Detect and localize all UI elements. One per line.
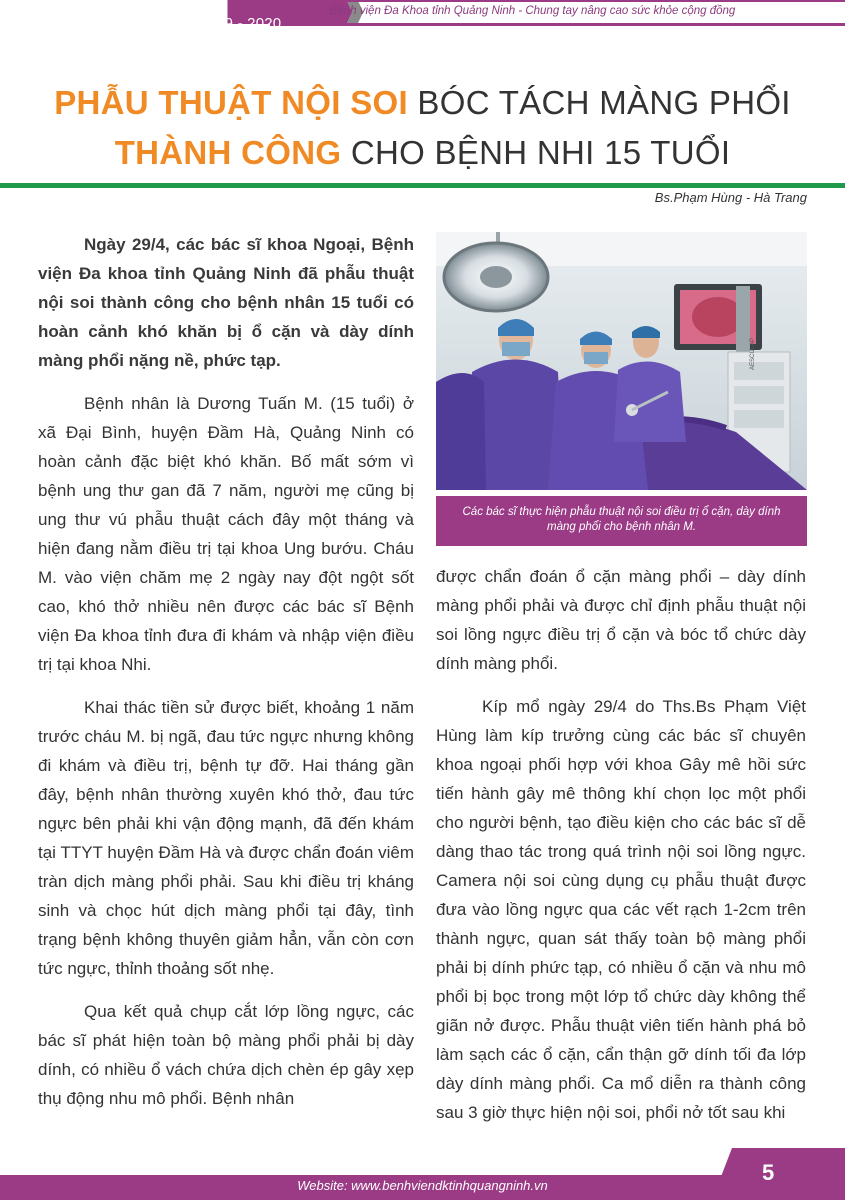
title-rest-2: CHO BỆNH NHI 15 TUỔI [341, 134, 731, 171]
surgery-photo-illustration [436, 232, 807, 490]
paragraph-1: Bệnh nhân là Dương Tuấn M. (15 tuổi) ở xã Đại Bình, huyện Đầm Hà, Quảng Ninh có hoàn cảnh đặc biệt khó khăn. Bố mất sớm vì bệnh ung thư gan đã 7 năm, người mẹ cũng bị ung thư vú phẫu thuật cách đây một tháng và hiện đang nằm điều trị tại khoa Ung bướu. Cháu M. vào viện chăm mẹ 2 ngày nay đột ngột sốt cao, khó thở nhiều nên được các bác sĩ Bệnh viện Đa khoa tỉnh đưa đi khám và nhập viện điều trị tại khoa Nhi. [38, 394, 414, 674]
article-author: Bs.Phạm Hùng - Hà Trang [654, 190, 807, 205]
header-divider [270, 23, 845, 26]
paragraph-3-continued: được chẩn đoán ổ cặn màng phổi – dày dính màng phổi phải và được chỉ định phẫu thuật nội soi lồng ngực điều trị ổ cặn và bóc tổ chức dày dính màng phổi. [436, 567, 806, 673]
equipment-label: AESCULAP [750, 337, 756, 370]
page-number: 5 [762, 1160, 775, 1185]
header-top-line [258, 0, 845, 2]
lead-paragraph: Ngày 29/4, các bác sĩ khoa Ngoại, Bệnh viện Đa khoa tỉnh Quảng Ninh đã phẫu thuật nội soi thành công cho bệnh nhân 15 tuổi có hoàn cảnh khó khăn bị ổ cặn và dày dính màng phổi nặng nề, phức tạp. [38, 235, 414, 370]
article-title-line-2 [0, 136, 845, 169]
hospital-slogan: Bệnh viện Đa Khoa tỉnh Quảng Ninh - Chung tay nâng cao sức khỏe cộng đồng [329, 5, 736, 17]
page-header [0, 0, 845, 52]
left-column [38, 230, 414, 1135]
article-title-line-1 [0, 86, 845, 119]
surgery-photo [436, 232, 807, 490]
title-divider [0, 183, 845, 188]
issue-label: BẢN TIN BỆNH VIỆN - SỐ 05/29 - 2020 [7, 15, 282, 32]
paragraph-4: Kíp mổ ngày 29/4 do Ths.Bs Phạm Việt Hùng làm kíp trưởng cùng các bác sĩ chuyên khoa ngoại phối hợp với khoa Gây mê hồi sức tiến hành gây mê thông khí chọn lọc một phổi cho người bệnh, tạo điều kiện cho các bác sĩ dễ dàng thao tác trong quá trình nội soi lồng ngực. Camera nội soi cùng dụng cụ phẫu thuật được đưa vào lồng ngực qua các vết rạch 1-2cm trên thành ngực, quan sát thấy toàn bộ màng phổi phải bị dính phức tạp, có nhiều ổ cặn và nhu mô phổi bị bọc trong một lớp tổ chức dày không thể giãn nở được. Phẫu thuật viên tiến hành phá bỏ làm sạch các ổ cặn, cẩn thận gỡ dính tối đa lớp dày dính màng phổi. Ca mổ diễn ra thành công sau 3 giờ thực hiện nội soi, phổi nở tốt sau khi [436, 697, 806, 1122]
paragraph-2: Khai thác tiền sử được biết, khoảng 1 năm trước cháu M. bị ngã, đau tức ngực nhưng không đi khám và điều trị, bệnh tự đỡ. Hai tháng gần đây, bệnh nhân thường xuyên khó thở, đau tức ngực bên phải khi vận động mạnh, đã đến khám tại TTYT huyện Đầm Hà và được chẩn đoán viêm tràn dịch màng phổi phải. Sau khi điều trị kháng sinh và chọc hút dịch màng phổi tại đây, tình trạng bệnh không thuyên giảm hẳn, vẫn còn cơn tức ngực, thỉnh thoảng sốt nhẹ. [38, 698, 414, 978]
paragraph-3: Qua kết quả chụp cắt lớp lồng ngực, các bác sĩ phát hiện toàn bộ màng phổi phải bị dày dính, có nhiều ổ vách chứa dịch chèn ép gây xẹp thụ động nhu mô phổi. Bệnh nhân [38, 1002, 414, 1108]
footer-website: Website: www.benhviendktinhquangninh.vn [297, 1178, 548, 1193]
title-highlight-2: THÀNH CÔNG [114, 134, 342, 171]
title-highlight-1: PHẪU THUẬT NỘI SOI [54, 84, 408, 121]
right-column [436, 562, 806, 1142]
photo-caption: Các bác sĩ thực hiện phẫu thuật nội soi điều trị ổ cặn, dày dính màng phổi cho bệnh nhân M. [436, 496, 807, 546]
title-rest-1: BÓC TÁCH MÀNG PHỔI [407, 84, 791, 121]
